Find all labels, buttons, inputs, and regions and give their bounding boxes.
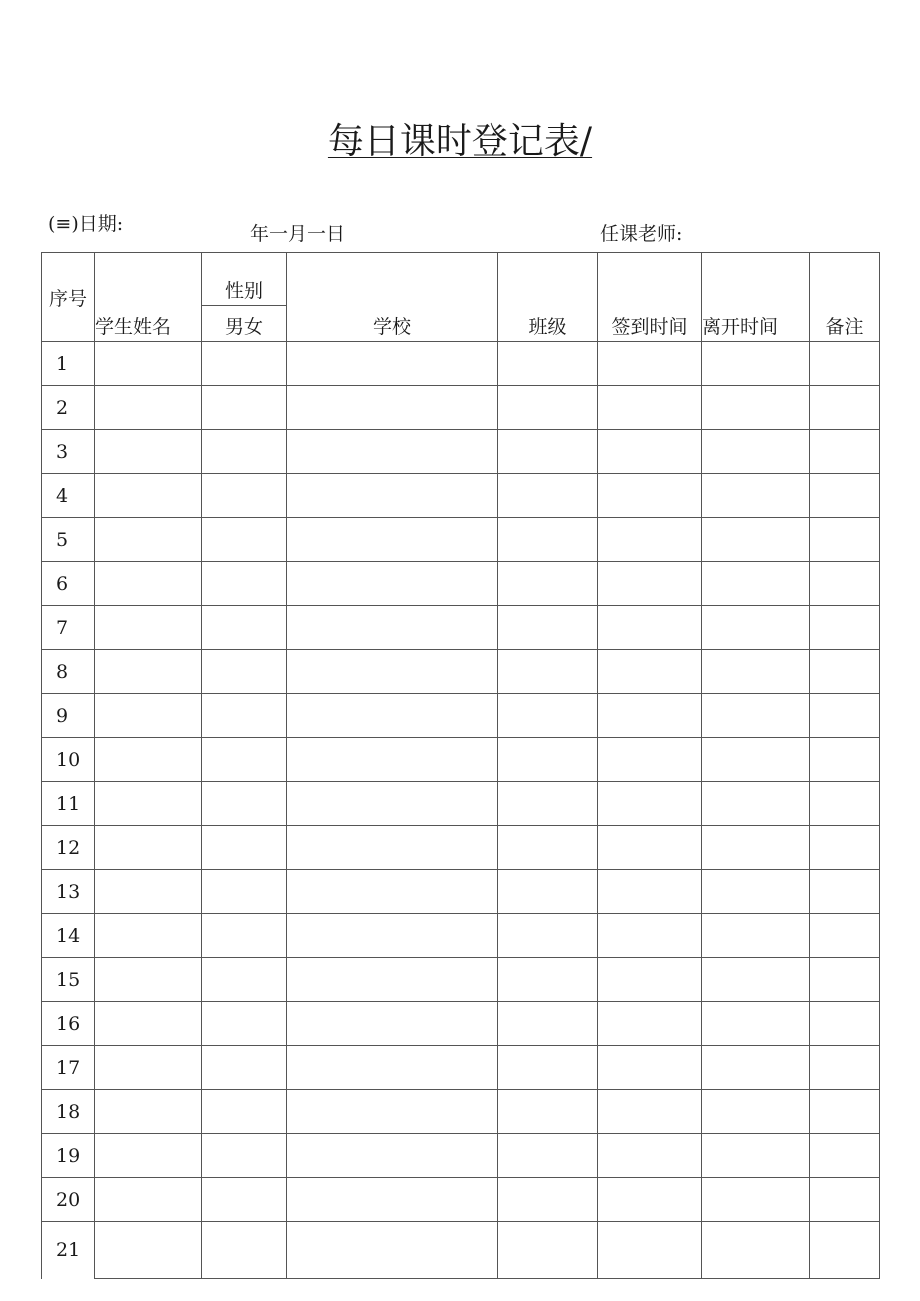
remarks-cell[interactable] [810,1090,880,1134]
gender-cell[interactable] [202,1090,287,1134]
table-row [42,826,880,870]
table-row [42,958,880,1002]
gender-cell[interactable] [202,1134,287,1178]
checkin-time-cell[interactable] [598,958,702,1002]
school-cell[interactable] [287,1178,498,1222]
checkin-time-cell[interactable] [598,606,702,650]
row-number: 5 [42,518,95,562]
checkin-time-cell[interactable] [598,1090,702,1134]
school-cell[interactable] [287,1046,498,1090]
gender-cell[interactable] [202,386,287,430]
table-row [42,1222,880,1279]
header-school: 学校 [287,253,498,342]
date-label: (≡)日期: [48,213,124,235]
header-gender: 性别 [202,253,287,306]
class-cell[interactable] [498,782,598,826]
remarks-cell[interactable] [810,958,880,1002]
class-cell[interactable] [498,650,598,694]
table-row [42,914,880,958]
school-cell[interactable] [287,914,498,958]
class-cell[interactable] [498,342,598,386]
class-cell[interactable] [498,606,598,650]
row-number: 20 [42,1178,95,1222]
leave-time-cell[interactable] [702,1178,810,1222]
class-cell[interactable] [498,562,598,606]
class-cell[interactable] [498,826,598,870]
row-number: 15 [42,958,95,1002]
row-number: 19 [42,1134,95,1178]
checkin-time-cell[interactable] [598,694,702,738]
student-name-cell[interactable] [95,1134,202,1178]
student-name-cell[interactable] [95,738,202,782]
gender-cell[interactable] [202,430,287,474]
table-row [42,650,880,694]
class-cell[interactable] [498,518,598,562]
remarks-cell[interactable] [810,474,880,518]
gender-cell[interactable] [202,694,287,738]
school-cell[interactable] [287,958,498,1002]
remarks-cell[interactable] [810,738,880,782]
leave-time-cell[interactable] [702,1090,810,1134]
gender-cell[interactable] [202,782,287,826]
row-number: 2 [42,386,95,430]
remarks-cell[interactable] [810,518,880,562]
student-name-cell[interactable] [95,826,202,870]
date-fill-text: 年一月一日 [250,223,346,245]
row-number: 14 [42,914,95,958]
table-row [42,1046,880,1090]
leave-time-cell[interactable] [702,606,810,650]
table-row [42,518,880,562]
row-number: 12 [42,826,95,870]
table-row [42,870,880,914]
leave-time-cell[interactable] [702,958,810,1002]
leave-time-cell[interactable] [702,1046,810,1090]
class-cell[interactable] [498,1134,598,1178]
table-row [42,782,880,826]
checkin-time-cell[interactable] [598,826,702,870]
checkin-time-cell[interactable] [598,562,702,606]
row-number: 6 [42,562,95,606]
gender-cell[interactable] [202,474,287,518]
gender-cell[interactable] [202,1178,287,1222]
student-name-cell[interactable] [95,1046,202,1090]
remarks-cell[interactable] [810,782,880,826]
student-name-cell[interactable] [95,1090,202,1134]
school-cell[interactable] [287,606,498,650]
school-cell[interactable] [287,694,498,738]
remarks-cell[interactable] [810,430,880,474]
header-remarks: 备注 [810,253,880,342]
table-row [42,474,880,518]
row-number: 16 [42,1002,95,1046]
checkin-time-cell[interactable] [598,386,702,430]
table-row [42,430,880,474]
leave-time-cell[interactable] [702,650,810,694]
remarks-cell[interactable] [810,870,880,914]
class-cell[interactable] [498,914,598,958]
school-cell[interactable] [287,738,498,782]
school-cell[interactable] [287,430,498,474]
class-cell[interactable] [498,958,598,1002]
leave-time-cell[interactable] [702,782,810,826]
gender-cell[interactable] [202,826,287,870]
checkin-time-cell[interactable] [598,738,702,782]
class-cell[interactable] [498,1178,598,1222]
student-name-cell[interactable] [95,870,202,914]
class-cell[interactable] [498,386,598,430]
leave-time-cell[interactable] [702,914,810,958]
class-cell[interactable] [498,870,598,914]
table-left-edge [41,1272,42,1276]
table-row [42,1002,880,1046]
checkin-time-cell[interactable] [598,1002,702,1046]
checkin-time-cell[interactable] [598,518,702,562]
row-number: 1 [42,342,95,386]
student-name-cell[interactable] [95,1002,202,1046]
student-name-cell[interactable] [95,1222,202,1279]
checkin-time-cell[interactable] [598,1134,702,1178]
remarks-cell[interactable] [810,606,880,650]
row-number: 7 [42,606,95,650]
class-cell[interactable] [498,1002,598,1046]
registration-table [41,252,880,1279]
remarks-cell[interactable] [810,826,880,870]
leave-time-cell[interactable] [702,870,810,914]
remarks-cell[interactable] [810,386,880,430]
gender-cell[interactable] [202,1046,287,1090]
teacher-label: 任课老师: [600,223,683,245]
table-row [42,1090,880,1134]
school-cell[interactable] [287,1002,498,1046]
gender-cell[interactable] [202,518,287,562]
leave-time-cell[interactable] [702,562,810,606]
school-cell[interactable] [287,562,498,606]
student-name-cell[interactable] [95,562,202,606]
school-cell[interactable] [287,826,498,870]
title-text: 每日课时登记表/ [327,121,593,162]
class-cell[interactable] [498,1046,598,1090]
row-number: 21 [42,1222,95,1279]
header-student-name: 学生姓名 [95,253,202,342]
remarks-cell[interactable] [810,562,880,606]
class-cell[interactable] [498,430,598,474]
leave-time-cell[interactable] [702,738,810,782]
table-row [42,1134,880,1178]
student-name-cell[interactable] [95,782,202,826]
school-cell[interactable] [287,386,498,430]
gender-cell[interactable] [202,1222,287,1279]
gender-cell[interactable] [202,870,287,914]
student-name-cell[interactable] [95,474,202,518]
school-cell[interactable] [287,1222,498,1279]
page-title [0,120,920,164]
gender-cell[interactable] [202,562,287,606]
student-name-cell[interactable] [95,342,202,386]
school-cell[interactable] [287,518,498,562]
leave-time-cell[interactable] [702,386,810,430]
row-number: 3 [42,430,95,474]
remarks-cell[interactable] [810,1002,880,1046]
row-number: 4 [42,474,95,518]
leave-time-cell[interactable] [702,694,810,738]
remarks-cell[interactable] [810,694,880,738]
class-cell[interactable] [498,474,598,518]
student-name-cell[interactable] [95,694,202,738]
checkin-time-cell[interactable] [598,650,702,694]
student-name-cell[interactable] [95,606,202,650]
school-cell[interactable] [287,782,498,826]
row-number: 10 [42,738,95,782]
leave-time-cell[interactable] [702,518,810,562]
remarks-cell[interactable] [810,1222,880,1279]
row-number: 17 [42,1046,95,1090]
gender-cell[interactable] [202,606,287,650]
school-cell[interactable] [287,474,498,518]
remarks-cell[interactable] [810,650,880,694]
school-cell[interactable] [287,1134,498,1178]
school-cell[interactable] [287,1090,498,1134]
checkin-time-cell[interactable] [598,1178,702,1222]
row-number: 9 [42,694,95,738]
header-leave-time: 离开时间 [702,253,810,342]
remarks-cell[interactable] [810,1134,880,1178]
gender-cell[interactable] [202,650,287,694]
remarks-cell[interactable] [810,342,880,386]
table-row [42,694,880,738]
header-checkin-time: 签到时间 [598,253,702,342]
leave-time-cell[interactable] [702,1134,810,1178]
checkin-time-cell[interactable] [598,430,702,474]
leave-time-cell[interactable] [702,474,810,518]
checkin-time-cell[interactable] [598,870,702,914]
checkin-time-cell[interactable] [598,782,702,826]
table-row [42,606,880,650]
school-cell[interactable] [287,342,498,386]
remarks-cell[interactable] [810,1046,880,1090]
leave-time-cell[interactable] [702,342,810,386]
table-row [42,1178,880,1222]
header-seq: 序号 [42,253,95,342]
leave-time-cell[interactable] [702,430,810,474]
school-cell[interactable] [287,650,498,694]
school-cell[interactable] [287,870,498,914]
row-number: 13 [42,870,95,914]
checkin-time-cell[interactable] [598,914,702,958]
remarks-cell[interactable] [810,914,880,958]
header-gender-sub: 男女 [202,306,287,342]
checkin-time-cell[interactable] [598,342,702,386]
class-cell[interactable] [498,1222,598,1279]
class-cell[interactable] [498,1090,598,1134]
row-number: 11 [42,782,95,826]
leave-time-cell[interactable] [702,1222,810,1279]
row-number: 18 [42,1090,95,1134]
header-class: 班级 [498,253,598,342]
table-row [42,562,880,606]
student-name-cell[interactable] [95,650,202,694]
checkin-time-cell[interactable] [598,474,702,518]
student-name-cell[interactable] [95,386,202,430]
gender-cell[interactable] [202,738,287,782]
gender-cell[interactable] [202,342,287,386]
table-row [42,738,880,782]
class-cell[interactable] [498,694,598,738]
leave-time-cell[interactable] [702,826,810,870]
table-row [42,342,880,386]
leave-time-cell[interactable] [702,1002,810,1046]
class-cell[interactable] [498,738,598,782]
table-row [42,386,880,430]
student-name-cell[interactable] [95,1178,202,1222]
gender-cell[interactable] [202,958,287,1002]
student-name-cell[interactable] [95,518,202,562]
checkin-time-cell[interactable] [598,1046,702,1090]
gender-cell[interactable] [202,914,287,958]
checkin-time-cell[interactable] [598,1222,702,1279]
student-name-cell[interactable] [95,914,202,958]
gender-cell[interactable] [202,1002,287,1046]
student-name-cell[interactable] [95,430,202,474]
student-name-cell[interactable] [95,958,202,1002]
remarks-cell[interactable] [810,1178,880,1222]
row-number: 8 [42,650,95,694]
